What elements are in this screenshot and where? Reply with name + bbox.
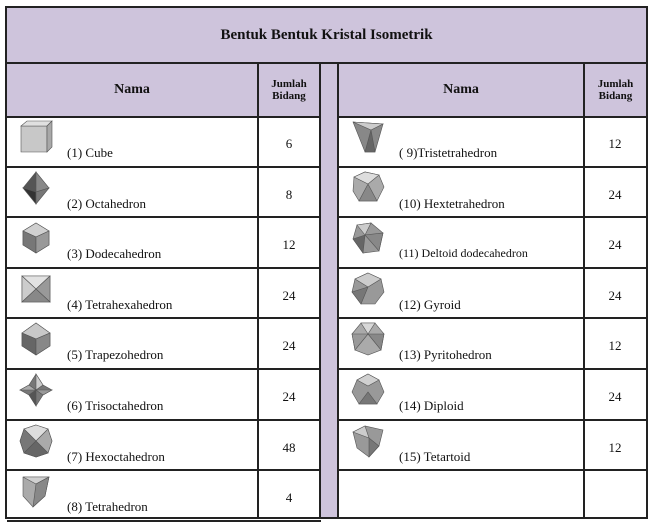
- trisoctahedron-icon: [19, 373, 53, 407]
- crystal-table: [5, 6, 648, 519]
- crystal-name: (7) Hexoctahedron: [67, 448, 165, 464]
- gyroid-icon: [351, 272, 385, 306]
- face-count: 24: [608, 389, 622, 404]
- crystal-name: (12) Gyroid: [399, 296, 461, 312]
- row-divider: [7, 368, 321, 370]
- table-title: Bentuk Bentuk Kristal Isometrik: [7, 8, 646, 64]
- face-count: 12: [282, 237, 296, 253]
- crystal-name: (2) Octahedron: [67, 195, 147, 211]
- crystal-name: (15) Tetartoid: [399, 448, 471, 464]
- face-count: 24: [282, 338, 296, 354]
- face-count: 6: [285, 136, 293, 151]
- crystal-name: (10) Hextetrahedron: [399, 195, 505, 211]
- right-name-header: [339, 64, 583, 118]
- row-divider: [7, 216, 321, 218]
- divider: [583, 64, 585, 517]
- tetartoid-icon: [351, 424, 385, 458]
- row-divider: [337, 368, 646, 370]
- right-name-header-label: Nama: [443, 82, 479, 97]
- crystal-name: ( 9)Tristetrahedron: [399, 145, 498, 160]
- face-count: 12: [608, 338, 622, 354]
- row-divider: [7, 317, 321, 319]
- pyritohedron-icon: [351, 322, 385, 356]
- crystal-name: (8) Tetrahedron: [67, 499, 148, 515]
- row-divider: [337, 216, 646, 218]
- dodecahedron-icon: [19, 221, 53, 255]
- face-count: 24: [608, 237, 622, 253]
- crystal-name: (5) Trapezohedron: [67, 347, 164, 363]
- column-separator-strip: [321, 64, 337, 517]
- crystal-name: (13) Pyritohedron: [399, 347, 492, 363]
- row-divider: [7, 520, 321, 522]
- tetrahexahedron-icon: [19, 272, 53, 306]
- face-count: 24: [282, 287, 296, 303]
- left-count-header: [259, 64, 319, 118]
- trapezohedron-icon: [19, 322, 53, 356]
- divider: [257, 64, 259, 517]
- crystal-name: (6) Trisoctahedron: [67, 398, 164, 413]
- crystal-name: (4) Tetrahexahedron: [67, 296, 173, 312]
- row-divider: [337, 267, 646, 269]
- right-count-header: [585, 64, 646, 118]
- octahedron-icon: [19, 171, 53, 205]
- cube-icon: [19, 120, 53, 154]
- face-count: 24: [282, 389, 296, 404]
- row-divider: [337, 469, 646, 471]
- divider: [319, 64, 321, 517]
- face-count: 24: [608, 186, 622, 202]
- left-name-header-label: Nama: [114, 82, 150, 97]
- face-count: 12: [608, 439, 622, 455]
- face-count: 24: [608, 287, 622, 303]
- row-divider: [7, 469, 321, 471]
- deltoid-dodecahedron-icon: [351, 221, 385, 255]
- face-count: 12: [608, 136, 622, 151]
- row-divider: [337, 317, 646, 319]
- crystal-name: (14) Diploid: [399, 398, 464, 413]
- tetrahedron-icon: [19, 474, 53, 508]
- divider: [337, 64, 339, 517]
- crystal-name: (3) Dodecahedron: [67, 246, 162, 262]
- row-divider: [337, 166, 646, 168]
- row-divider: [7, 419, 321, 421]
- hexoctahedron-icon: [19, 424, 53, 458]
- row-divider: [7, 166, 321, 168]
- left-name-header: [7, 64, 257, 118]
- row-divider: [7, 267, 321, 269]
- hextetrahedron-icon: [351, 171, 385, 205]
- crystal-name: (11) Deltoid dodecahedron: [399, 246, 528, 261]
- tristetrahedron-icon: [351, 120, 385, 154]
- face-count: 48: [282, 439, 296, 455]
- face-count: 4: [285, 490, 293, 506]
- face-count: 8: [285, 186, 293, 202]
- row-divider: [337, 419, 646, 421]
- diploid-icon: [351, 373, 385, 407]
- crystal-name: (1) Cube: [67, 145, 113, 160]
- left-count-header-label: Jumlah Bidang: [271, 78, 307, 102]
- right-count-header-label: Jumlah Bidang: [597, 78, 634, 102]
